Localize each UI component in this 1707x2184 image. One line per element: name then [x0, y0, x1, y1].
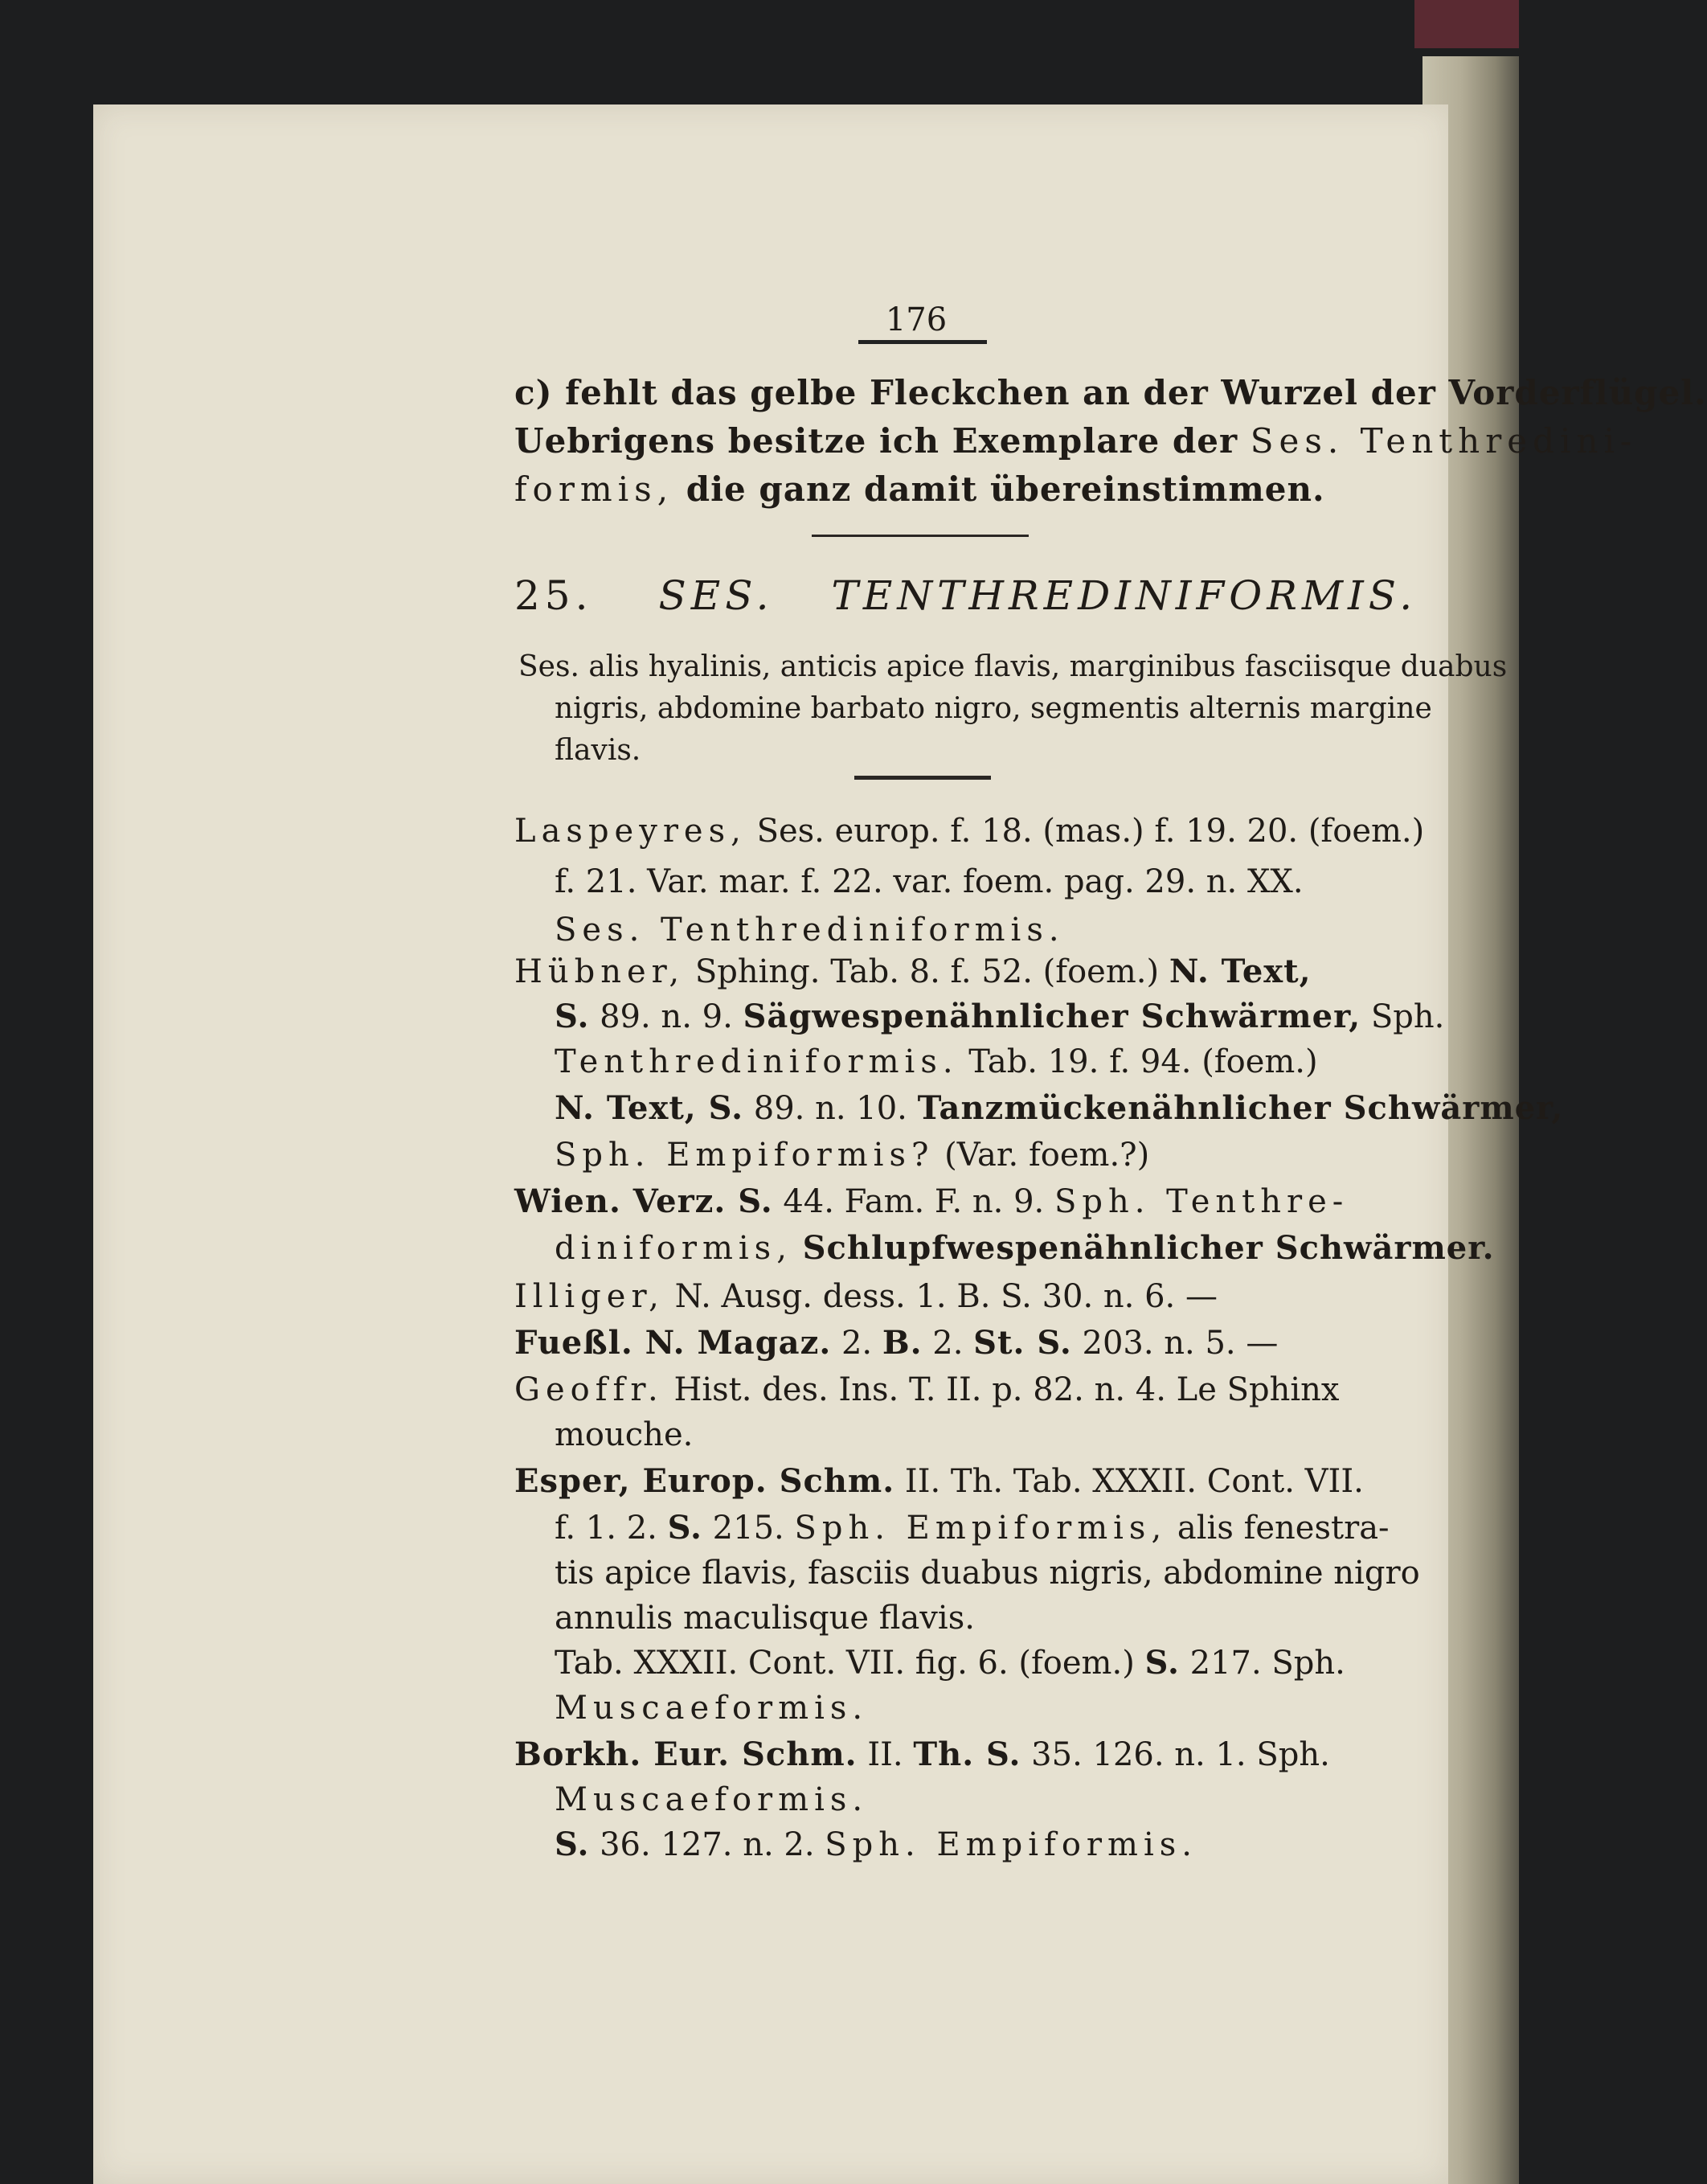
species-number: 25. — [514, 572, 593, 619]
ref-geoffr-2: mouche. — [555, 1416, 694, 1453]
ref-wien-1: Wien. Verz. S. 44. Fam. F. n. 9. Sph. Tenthre- — [514, 1182, 1349, 1220]
ref-borkh-2: Muscaeformis. — [555, 1781, 869, 1818]
ref-borkh-1: Borkh. Eur. Schm. II. Th. S. 35. 126. n. 1. Sph. — [514, 1735, 1330, 1773]
section-rule-2 — [854, 776, 991, 780]
diagnosis-line-2: nigris, abdomine barbato nigro, segmentis alternis margine — [555, 692, 1432, 725]
page-number: 176 — [885, 301, 948, 338]
ref-huebner-2: S. 89. n. 9. Sägwespenähnlicher Schwärmer, Sph. — [555, 998, 1445, 1035]
ref-geoffr-1: Geoffr. Hist. des. Ins. T. II. p. 82. n. 4. Le Sphinx — [514, 1371, 1340, 1408]
intro-line-3: formis, die ganz damit übereinstimmen. — [514, 469, 1325, 509]
ref-huebner-1: Hübner, Sphing. Tab. 8. f. 52. (foem.) N. Text, — [514, 953, 1312, 990]
ref-tab-1: Tab. XXXII. Cont. VII. fig. 6. (foem.) S. 217. Sph. — [555, 1644, 1345, 1682]
ref-esper-2: f. 1. 2. S. 215. Sph. Empiformis, alis fenestra- — [555, 1509, 1390, 1547]
intro-line-1: c) fehlt das gelbe Fleckchen an der Wurzel der Vorderflügel. — [514, 373, 1707, 412]
section-rule-1 — [812, 535, 1029, 537]
diagnosis-line-1: Ses. alis hyalinis, anticis apice flavis, marginibus fasciisque duabus — [518, 650, 1508, 683]
ref-laspeyres-1: Laspeyres, Ses. europ. f. 18. (mas.) f. 19. 20. (foem.) — [514, 813, 1425, 850]
ref-laspeyres-2: f. 21. Var. mar. f. 22. var. foem. pag. 29. n. XX. — [555, 863, 1304, 900]
ref-wien-2: diniformis, Schlupfwespenähnlicher Schwärmer. — [555, 1229, 1495, 1267]
ref-borkh-3: S. 36. 127. n. 2. Sph. Empiformis. — [555, 1825, 1197, 1863]
ref-tab-2: Muscaeformis. — [555, 1690, 869, 1727]
species-heading — [514, 572, 1417, 619]
ref-laspeyres-3: Ses. Tenthrediniformis. — [555, 912, 1065, 949]
ref-huebner-3: Tenthrediniformis. Tab. 19. f. 94. (foem.) — [555, 1043, 1318, 1080]
ref-esper-4: annulis maculisque flavis. — [555, 1600, 975, 1637]
page-number-rule — [858, 340, 987, 344]
ref-fuessl: Fueßl. N. Magaz. 2. B. 2. St. S. 203. n. 5. — — [514, 1324, 1279, 1362]
diagnosis-line-3: flavis. — [555, 734, 641, 767]
ref-esper-1: Esper, Europ. Schm. II. Th. Tab. XXXII. Cont. VII. — [514, 1462, 1364, 1500]
species-name: TENTHREDINIFORMIS. — [831, 572, 1418, 619]
ref-huebner-5: Sph. Empiformis? (Var. foem.?) — [555, 1137, 1150, 1174]
intro-line-2: Uebrigens besitze ich Exemplare der Ses. Tenthredini- — [514, 421, 1638, 461]
ref-huebner-4: N. Text, S. 89. n. 10. Tanzmückenähnlicher Schwärmer, — [555, 1089, 1564, 1127]
ref-esper-3: tis apice flavis, fasciis duabus nigris, abdomine nigro — [555, 1555, 1420, 1592]
genus-name: SES. — [658, 572, 774, 619]
ref-illiger: Illiger, N. Ausg. dess. 1. B. S. 30. n. 6. — — [514, 1278, 1218, 1315]
